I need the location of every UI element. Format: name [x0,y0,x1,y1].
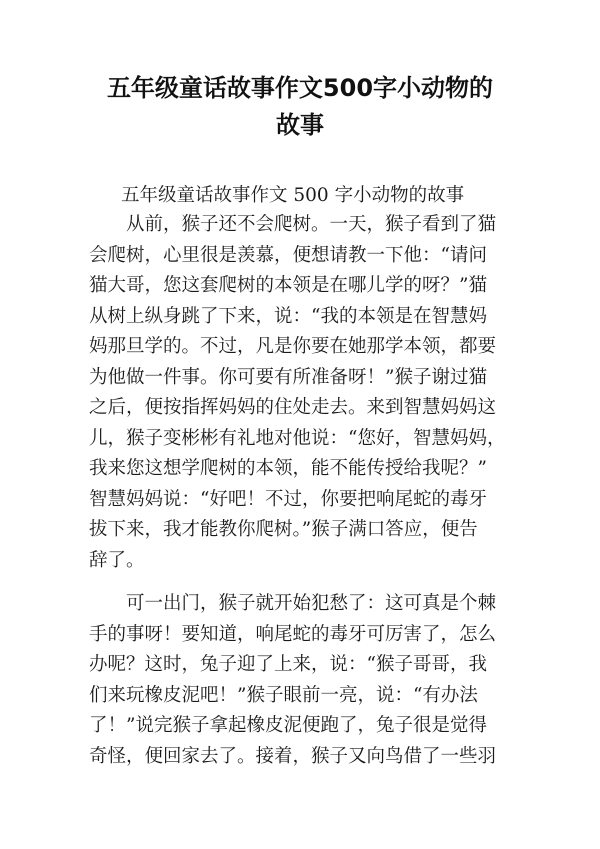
text-line: 办呢？这时，兔子迎了上来，说：“猴子哥哥，我 [89,654,487,675]
title-line-1: 五年级童话故事作文500字小动物的 [106,74,494,102]
text-line: 儿，猴子变彬彬有礼地对他说：“您好，智慧妈妈， [89,427,506,449]
text-line: 猫大哥，您这套爬树的本领是在哪儿学的呀？”猫 [89,275,487,296]
text-line: 拔下来，我才能教你爬树。”猴子满口答应，便告 [89,519,478,540]
paragraph-1 [89,210,521,576]
text-line: 之后，便按指挥妈妈的住处走去。来到智慧妈妈这 [89,397,497,418]
paragraph-2 [89,589,521,772]
page-title [60,70,540,144]
text-line: 可一出门，猴子就开始犯愁了：这可真是个棘 [126,593,497,614]
text-line: 奇怪，便回家去了。接着，猴子又向鸟借了一些羽 [89,745,497,767]
text-line: 从树上纵身跳了下来，说：“我的本领是在智慧妈 [89,305,487,327]
text-line: 辞了。 [89,549,145,571]
text-line: 手的事呀！要知道，响尾蛇的毒牙可厉害了，怎么 [89,623,497,645]
text-line: 为他做一件事。你可要有所准备呀！”猴子谢过猫 [89,366,487,388]
text-line: 妈那旦学的。不过，凡是你要在她那学本领，都要 [89,336,497,357]
text-line: 了！”说完猴子拿起橡皮泥便跑了，兔子很是觉得 [89,715,487,736]
text-line: 会爬树，心里很是羡慕，便想请教一下他：“请问 [89,244,487,266]
subtitle: 五年级童话故事作文 500 字小动物的故事 [121,185,465,206]
text-line: 们来玩橡皮泥吧！”猴子眼前一亮，说：“有办法 [89,684,478,706]
text-line: 智慧妈妈说：“好吧！不过，你要把响尾蛇的毒牙 [89,488,487,510]
text-line: 从前，猴子还不会爬树。一天，猴子看到了猫 [126,214,497,235]
title-line-2: 故事 [276,111,324,139]
text-line: 我来您这想学爬树的本领，能不能传授给我呢？” [89,458,487,479]
